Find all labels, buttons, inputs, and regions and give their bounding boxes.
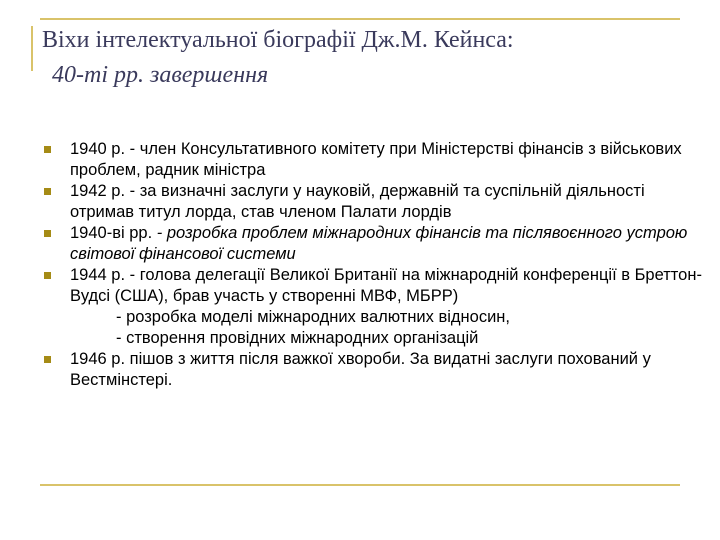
item-text: - член Консультативного комітету при Міністерстві фінансів з військових проблем, радник міністра xyxy=(70,140,682,179)
item-text: - за визначні заслуги у науковій, державній та суспільній діяльності отримав титул лорда, став членом Палати лордів xyxy=(70,182,645,221)
slide-subtitle: 40-ті рр. завершення xyxy=(52,62,269,88)
item-date: 1940 р. xyxy=(70,140,126,158)
list-item xyxy=(44,265,704,349)
sub-item: - створення провідних міжнародних організацій xyxy=(116,329,479,347)
bullet-list xyxy=(44,139,704,391)
item-date: 1942 р. xyxy=(70,182,126,200)
item-text: - розробка проблем міжнародних фінансів та післявоєнного устрою світової фінансової системи xyxy=(70,224,688,263)
square-bullet-icon xyxy=(44,146,51,153)
left-divider xyxy=(31,26,33,71)
square-bullet-icon xyxy=(44,188,51,195)
list-item xyxy=(44,223,704,265)
item-date: 1940-ві рр. xyxy=(70,224,153,242)
slide-title: Віхи інтелектуальної біографії Дж.М. Кейнса: xyxy=(42,27,514,53)
list-item xyxy=(44,349,704,391)
bottom-divider xyxy=(40,484,680,486)
square-bullet-icon xyxy=(44,272,51,279)
top-divider xyxy=(40,18,680,20)
item-date: 1944 р. xyxy=(70,266,126,284)
item-text: пішов з життя після важкої хвороби. За видатні заслуги похований у Вестмінстері. xyxy=(70,350,651,389)
square-bullet-icon xyxy=(44,230,51,237)
item-text: - голова делегації Великої Британії на міжнародній конференції в Бреттон-Вудсі (США), брав участь у створенні МВФ, МБРР) xyxy=(70,266,702,305)
list-item xyxy=(44,181,704,223)
sub-item: - розробка моделі міжнародних валютних відносин, xyxy=(116,308,510,326)
item-date: 1946 р. xyxy=(70,350,126,368)
square-bullet-icon xyxy=(44,356,51,363)
list-item xyxy=(44,139,704,181)
